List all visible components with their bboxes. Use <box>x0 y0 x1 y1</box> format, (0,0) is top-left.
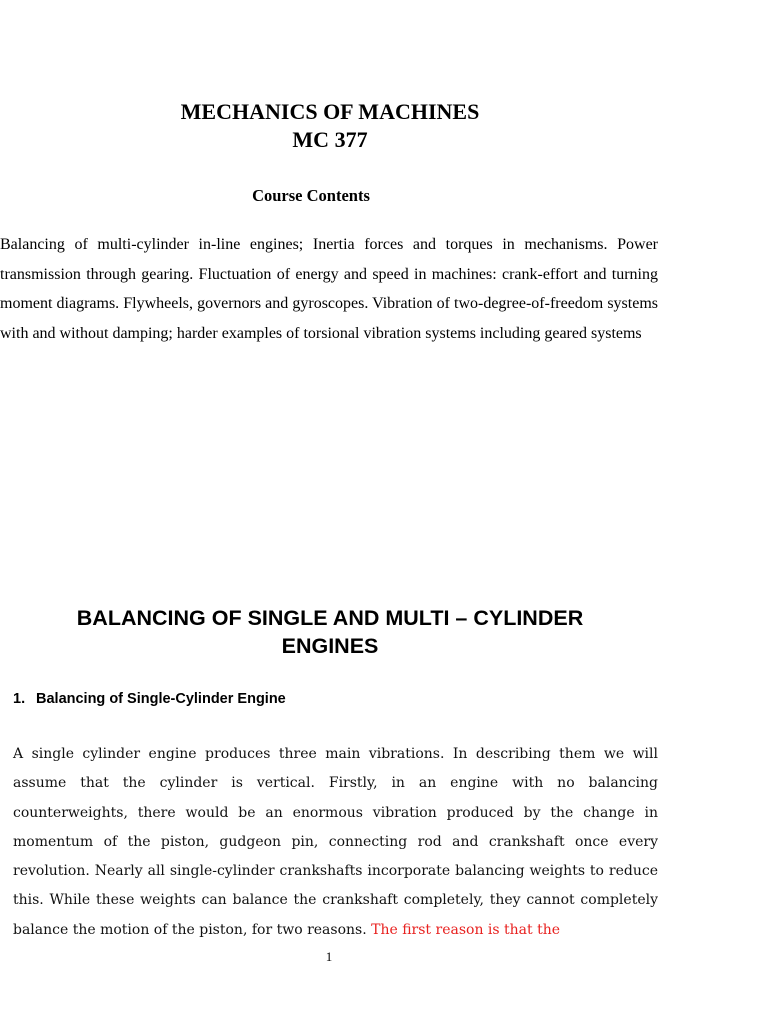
body-text: A single cylinder engine produces three main vibrations. In describing them we will assume that the cylinder is vertical. Firstly, in an engine with no balancing counterweights, there would be an enormous vibration produced by the change in momentum of the piston, gudgeon pin, connecting rod and crankshaft once every revolution. Nearly all single-cylinder crankshafts incorporate balancing weights to reduce this. While these weights can balance the crankshaft completely, they cannot completely balance the motion of the piston, for two reasons. <box>13 746 658 938</box>
page-number: 1 <box>325 949 333 964</box>
title-line-2: MC 377 <box>292 127 368 152</box>
document-title <box>0 98 660 154</box>
subsection-number: 1. <box>13 691 26 707</box>
subsection-title: Balancing of Single-Cylinder Engine <box>36 691 286 707</box>
title-line-1: MECHANICS OF MACHINES <box>180 99 480 124</box>
course-contents-paragraph: Balancing of multi-cylinder in-line engines; Inertia forces and torques in mechanisms. Power transmission through gearing. Fluctuation of energy and speed in machines: crank-effort and turning moment diagrams. Flywheels, governors and gyroscopes. Vibration of two-degree-of-freedom systems with and without damping; harder examples of torsional vibration systems including geared systems <box>0 236 658 343</box>
section-heading-line-2: ENGINES <box>281 634 379 658</box>
body-paragraph <box>13 740 658 945</box>
section-heading <box>0 604 660 660</box>
section-heading-line-1: BALANCING OF SINGLE AND MULTI – CYLINDER <box>76 606 584 630</box>
body-text-highlight: The first reason is that the <box>371 921 561 938</box>
course-contents-heading: Course Contents <box>252 186 370 205</box>
subsection-heading <box>13 688 286 710</box>
